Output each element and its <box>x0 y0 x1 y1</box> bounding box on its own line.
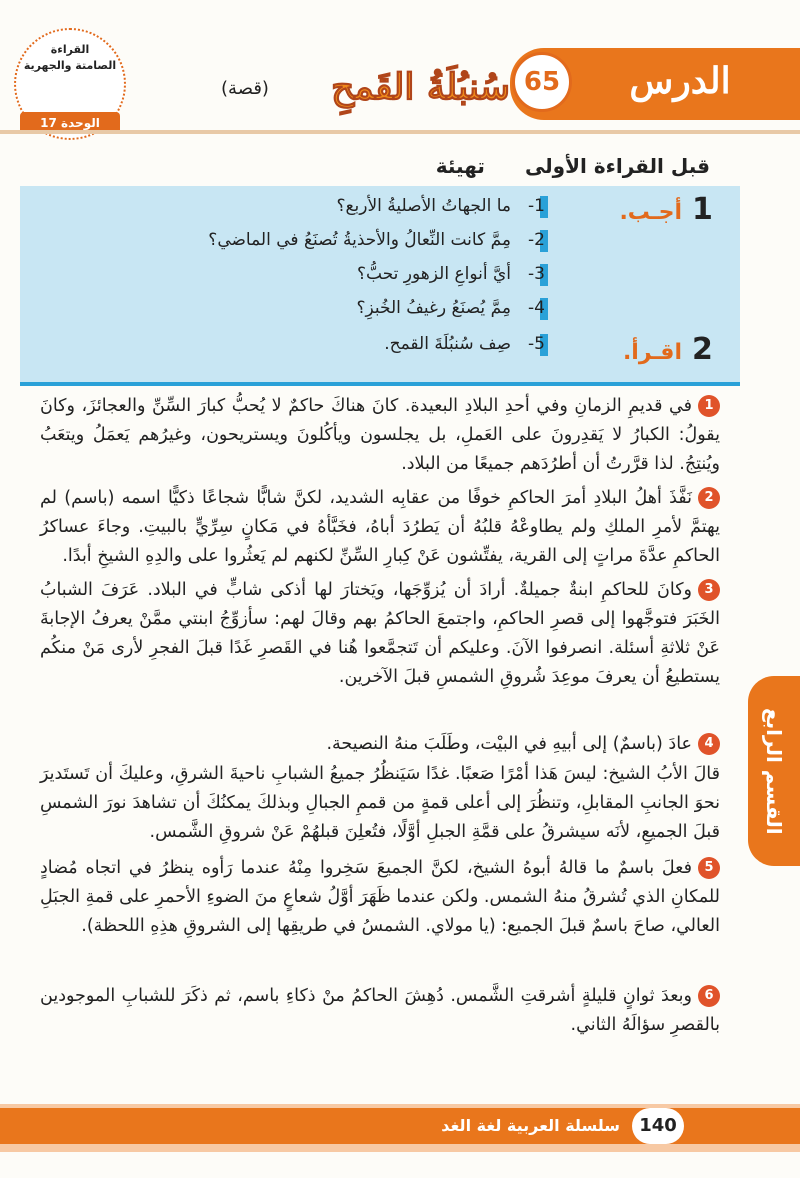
story-paragraph-4 <box>40 730 720 759</box>
question-number: 4- <box>528 298 545 318</box>
story-paragraph-1 <box>40 392 720 479</box>
story-paragraph-6 <box>40 982 720 1040</box>
question-number: 2- <box>528 230 545 250</box>
question-number: 1- <box>528 196 545 216</box>
unit-skill-label <box>14 42 126 74</box>
story-paragraph-2 <box>40 484 720 571</box>
section-1-number: 1 <box>692 192 713 227</box>
unit-badge: الوحدة 17 <box>20 112 120 134</box>
story-paragraph-5 <box>40 854 720 941</box>
unit-line-2: الصامتة والجهرية <box>23 59 117 72</box>
paragraph-text: في قديمِ الزمانِ وفي أحدِ البلادِ البعيدة. كانَ هناكَ حاكمٌ لا يُحبُّ كبارَ السِّنِّ والعجائزَ، وكانَ يقولُ: الكبارُ لا يَقدِرونَ على العَملِ، بل يجلسون ويأكُلونَ ويستريحون، وغيرُهم يَعمَلُ ويتعَبُ ويُنتِجُ. لذا قرَّرتُ أن أطرُدَهم جميعًا من البلاد. <box>40 396 720 474</box>
story-paragraph-4-continued <box>40 760 720 847</box>
question-text: صِف سُنبُلَةَ القمح. <box>384 334 511 354</box>
section-2-number: 2 <box>692 332 713 367</box>
question-text: مِمَّ يُصنَعُ رغيفُ الخُبزِ؟ <box>356 298 511 318</box>
question-text: مِمَّ كانت النِّعالُ والأحذيةُ تُصنَعُ في الماضي؟ <box>208 230 511 250</box>
unit-line-1: القراءة <box>50 43 90 56</box>
paragraph-text: وبعدَ ثوانٍ قليلةٍ أشرقتِ الشَّمس. دُهِشَ الحاكمُ منْ ذكاءِ باسم، ثم ذكَرَ للشبابِ الموجودين بالقصرِ سؤالَهُ الثاني. <box>40 986 720 1035</box>
question-2 <box>85 230 545 250</box>
story-paragraph-3 <box>40 576 720 692</box>
page-number: 140 <box>632 1108 684 1144</box>
unit-emblem <box>14 28 126 130</box>
paragraph-number: 1 <box>698 395 720 417</box>
paragraph-number: 4 <box>698 733 720 755</box>
paragraph-text: عادَ (باسمٌ) إلى أبيهِ في البيْت، وطَلَبَ منهُ النصيحة. <box>326 734 692 754</box>
section-1-label: أجـب. <box>619 200 682 225</box>
lesson-label: الدرس <box>629 60 731 102</box>
paragraph-number: 3 <box>698 579 720 601</box>
paragraph-text: قالَ الأبُ الشيخ: ليسَ هَذا أمْرًا صَعبًا. غدًا سَيَنظُرُ جميعُ الشبابِ ناحيةَ الشرقِ، وعليكَ أن تَستَديرَ نحوَ الجانبِ المقابلِ، وتنظُرَ إلى أعلى قمةٍ من قممِ الجبالِ وبذلكَ يمكنُكَ أن تشاهدَ نورَ الشمسِ قبلَ الجميعِ، لأنَه سيشرقُ على قمَّةِ الجبلِ أوَّلًا، فتُعلِنَ قبلهُمْ عَنْ شروقِ الشَّمس. <box>40 764 720 842</box>
pre-reading-title-right: تهيئة <box>435 154 485 178</box>
paragraph-text: فعلَ باسمٌ ما قالهُ أبوهُ الشيخ، لكنَّ الجميعَ سَخِروا مِنْهُ عندما رَأوه ينظرُ في اتجاه مُضادٍ للمكانِ الذي تُشرقُ منهُ الشمس. ولكن عندما ظَهَرَ أوَّلُ شعاعٍ منَ الضوءِ الأحمرِ على قمةِ الجبَلِ العالي، صاحَ باسمٌ قبلَ الجميع: (يا مولاي. الشمسُ في طريقِها إلى الشروقِ هذِهِ اللحظة). <box>40 858 720 936</box>
header-divider <box>0 130 800 134</box>
pre-reading-title-left: قبل القراءة الأولى <box>524 154 710 178</box>
question-5 <box>85 334 545 354</box>
question-number: 5- <box>528 334 545 354</box>
paragraph-number: 5 <box>698 857 720 879</box>
story-title: سُنبُلَةُ القَمحِ <box>331 66 510 108</box>
question-4 <box>85 298 545 318</box>
question-text: أيَّ أنواعِ الزهورِ تحبُّ؟ <box>356 264 511 284</box>
paragraph-number: 6 <box>698 985 720 1007</box>
paragraph-text: نَفَّذَ أهلُ البلادِ أمرَ الحاكمِ خوفًا من عقابِه الشديد، لكنَّ شابًّا شجاعًا ذكيًّا اسمه (باسم) لم يهتمَّ لأمرِ الملكِ ولم يطاوعْهُ قلبُهُ أن يَطرُدَ أباهُ، فخَبَّأهُ في مَكانٍ سِرِّيٍّ بالبيتِ. وجاءَ عساكرُ الحاكمِ عدَّةَ مراتٍ إلى القرية، يفتِّشون عَنْ كِبارِ السِّنِّ لكنهم لم يَعثُروا على والدِهِ الشيخِ أبدًا. <box>40 488 720 566</box>
question-text: ما الجهاتُ الأصليةُ الأربع؟ <box>336 196 511 216</box>
section-2-label: اقـرأ. <box>622 340 682 365</box>
story-type: (قصة) <box>221 78 269 99</box>
question-1 <box>85 196 545 216</box>
paragraph-text: وكانَ للحاكمِ ابنةٌ جميلةٌ. أرادَ أن يُزوِّجَها، ويَختارَ لها أذكى شابٍّ في البلاد. عَرَفَ الشبابُ الخَبَرَ فتوجَّهوا إلى قصرِ الحاكمِ، واجتمعَ الحاكمُ بهم وقالَ لهم: سأزوِّجُ ابنتي ممَّنْ يعرفُ الإجابةَ عَنْ ثلاثةِ أسئلة. انصرفوا الآنَ. وعليكم أن تَتجمَّعوا هُنا في القَصرِ غَدًا قبلَ الفجرِ لأرى مَنْ منكُم يستطيعُ أن يعرفَ موعِدَ شُروقِ الشمسِ قبلَ الآخرين. <box>40 580 720 687</box>
lesson-number-badge: 65 <box>512 52 572 112</box>
pre-reading-title <box>410 154 710 178</box>
series-name: سلسلة العربية لغة الغد <box>441 1116 620 1135</box>
paragraph-number: 2 <box>698 487 720 509</box>
question-number: 3- <box>528 264 545 284</box>
question-3 <box>85 264 545 284</box>
section-side-tab-label: القسم الرابع <box>762 707 786 835</box>
